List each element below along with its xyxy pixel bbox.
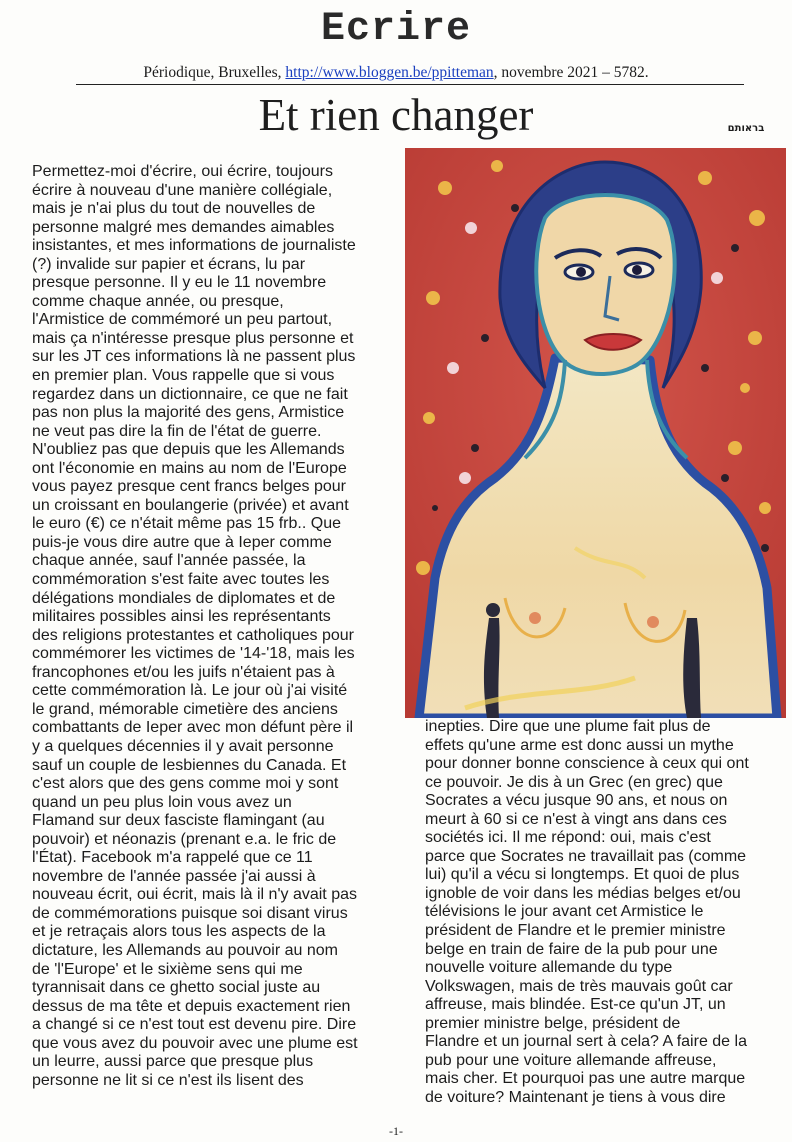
article-line: quand un peu plus loin vous avez un: [32, 793, 292, 811]
article-line: pas non plus la majorité des gens, Armistice: [32, 404, 345, 422]
article-line: de voiture? Maintenant je tiens à vous dire: [425, 1088, 726, 1106]
article-line: ce pouvoir. Je dis à un Grec (en grec) que: [425, 773, 723, 791]
article-line: presque personne. Il y eu le 11 novembre: [32, 274, 327, 292]
article-line: parce que Socrates ne travaillait pas (comme: [425, 847, 747, 865]
article-line: regardez dans un dictionnaire, ce que ne fait: [32, 385, 348, 403]
article-line: le grand, mémorable cimetière des anciens: [32, 700, 338, 718]
article-line: lui) qu'il a vécu si longtemps. Et quoi de plus: [425, 866, 740, 884]
article-line: meurt à 60 si ce n'est à vingt ans dans ces: [425, 810, 727, 828]
article-line: combattants de Ieper avec mon défunt père il: [32, 719, 354, 737]
article-line: personne malgré mes demandes aimables: [32, 218, 335, 236]
article-line: un leurre, aussi parce que presque plus: [32, 1053, 314, 1071]
article-line: chaque année, sauf l'année passée, la: [32, 552, 306, 570]
article-line: Flamand sur deux fasciste flamingant (au: [32, 812, 325, 830]
article-line: délégations mondiales de diplomates et de: [32, 589, 336, 607]
article-line: nouveau écrit, oui écrit, mais là il n'y avait pas: [32, 886, 357, 904]
article-line: comme chaque année, ou presque,: [32, 292, 284, 310]
article-line: vous payez presque cent francs belges pour: [32, 478, 346, 496]
article-line: militaires possibles ainsi les représentants: [32, 608, 331, 626]
article-line: télévisions le jour avant cet Armistice le: [425, 903, 704, 921]
article-line: et je retraçais alors tous les aspects de la: [32, 923, 326, 941]
article-line: puis-je vous dire autre que à Ieper comme: [32, 533, 332, 551]
article-line: y a quelques décennies il y avait personne: [32, 737, 334, 755]
article-line: que vous avez du pouvoir avec une plume est: [32, 1034, 358, 1052]
article-line: affreuse, mais blindée. Est-ce qu'un JT, un: [425, 996, 726, 1014]
article-line: pour donner bonne conscience à ceux qui ont: [425, 755, 749, 773]
blog-link[interactable]: http://www.bloggen.be/ppitteman: [285, 64, 494, 81]
article-line: l'État). Facebook m'a rappelé que ce 11: [32, 849, 313, 867]
article-line: sauf un couple de lesbiennes du Canada. Et: [32, 756, 347, 774]
article-line: ne veut pas dire la fin de l'état de guerre.: [32, 422, 322, 440]
article-line: novembre de l'année passée j'ai aussi à: [32, 867, 316, 885]
article-line: un croissant en boulangerie (privée) et avant: [32, 496, 349, 514]
article-line: mais je n'ai plus du tout de nouvelles de: [32, 200, 316, 218]
article-line: de commémorations puisque soi disant virus: [32, 904, 348, 922]
article-line: inepties. Dire que une plume fait plus de: [425, 718, 711, 735]
article-line: N'oubliez pas que depuis que les Allemands: [32, 441, 345, 459]
article-line: sociétés ici. Il me répond: oui, mais c'est: [425, 829, 711, 847]
article-line: tyrannisait dans ce ghetto social juste au: [32, 979, 321, 997]
article-line: pub pour une voiture allemande affreuse,: [425, 1051, 717, 1069]
article-line: de 'l'Europe' et le sixième sens qui me: [32, 960, 303, 978]
article-line: mais cher. Et pourquoi pas une autre marque: [425, 1070, 746, 1088]
masthead-title: Ecrire: [320, 7, 472, 52]
article-line: Flandre et un journal sert à cela? A faire de la: [425, 1033, 747, 1051]
article-line: mais ça n'intéresse presque plus personne et: [32, 329, 354, 347]
page-number: -1-: [389, 1124, 403, 1138]
subline-suffix: , novembre 2021 – 5782.: [493, 64, 649, 81]
article-line: ont l'économie en mains au nom de l'Europe: [32, 459, 347, 477]
masthead-rule: [76, 84, 744, 85]
article-line: personne ne lit si ce n'est ils lisent des: [32, 1071, 304, 1089]
article-column-right: [425, 718, 785, 1118]
article-column-left: [32, 163, 396, 1113]
subline-prefix: Périodique, Bruxelles,: [143, 64, 286, 81]
article-line: cette commémoration là. Le jour où j'ai visité: [32, 682, 348, 700]
article-line: ignoble de voir dans les médias belges et/ou: [425, 884, 741, 902]
article-line: belge en train de faire de la pub pour une: [425, 940, 718, 958]
article-line: Permettez-moi d'écrire, oui écrire, toujours: [32, 163, 333, 180]
article-line: nouvelle voiture allemande du type: [425, 959, 673, 977]
article-line: a changé si ce n'est tout est devenu pire. Dire: [32, 1016, 357, 1034]
article-line: effets qu'une arme est donc aussi un mythe: [425, 736, 734, 754]
article-line: Socrates a vécu jusque 90 ans, et nous on: [425, 792, 728, 810]
article-line: en premier plan. Vous rappelle que si vous: [32, 367, 335, 385]
article-line: des religions protestantes et catholiques pour: [32, 626, 354, 644]
article-headline: Et rien changer: [258, 90, 534, 140]
article-line: commémoration s'est faite avec toutes les: [32, 571, 330, 589]
article-line: dessus de ma tête et depuis exactement rien: [32, 997, 351, 1015]
masthead-subline: [0, 64, 792, 82]
article-line: écrire à nouveau d'une manière collégiale,: [32, 181, 333, 199]
article-line: le euro (€) ce n'était même pas 15 frb.. Que: [32, 515, 341, 533]
article-line: c'est alors que des gens comme moi y sont: [32, 775, 339, 793]
article-line: Volkswagen, mais de très mauvais goût car: [425, 977, 733, 995]
article-line: (?) invalide sur papier et écrans, lu par: [32, 255, 306, 273]
article-line: sur les JT ces informations là ne passent plus: [32, 348, 356, 366]
article-line: l'Armistice de commémoré un peu partout,: [32, 311, 333, 329]
article-line: pouvoir) et néonazis (prenant e.a. le fric de: [32, 830, 337, 848]
article-line: francophones et/ou les juifs n'étaient pas à: [32, 663, 335, 681]
article-line: insistantes, et mes informations de journaliste: [32, 237, 356, 255]
portrait-painting: [405, 148, 786, 718]
article-line: premier ministre belge, président de: [425, 1014, 681, 1032]
hebrew-tag: בראותם: [727, 123, 765, 134]
article-line: président de Flandre et le premier ministre: [425, 922, 726, 940]
article-line: commémorer les victimes de '14-'18, mais les: [32, 645, 355, 663]
article-line: dictature, les Allemands au pouvoir au nom: [32, 941, 338, 959]
